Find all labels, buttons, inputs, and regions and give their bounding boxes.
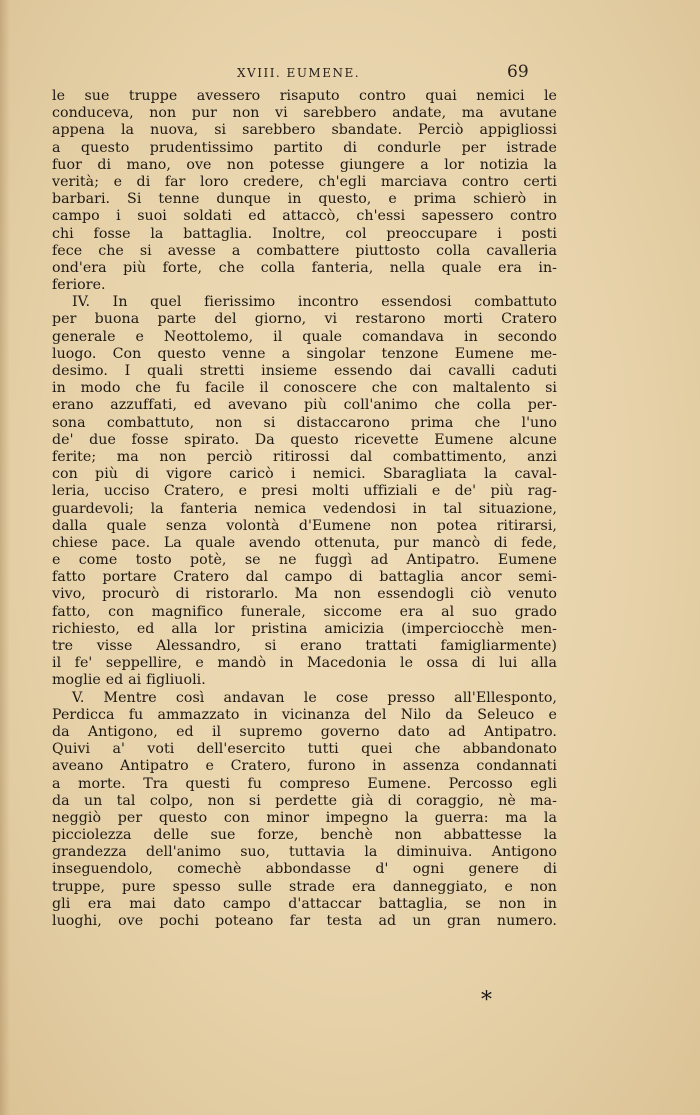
text-line: fuor di mano, ove non potesse giungere a lor notizia la [52,156,557,173]
text-line: ond'era più forte, che colla fanteria, nella quale era in- [52,259,557,276]
text-line: le sue truppe avessero risaputo contro quai nemici le [52,88,557,104]
text-line: erano azzuffati, ed avevano più coll'animo che colla per- [52,397,557,414]
text-line: picciolezza delle sue forze, benchè non abbattesse la [52,827,557,844]
text-line: conduceva, non pur non vi sarebbero andate, ma avutane [52,105,557,122]
text-line: per buona parte del giorno, vi restarono morti Cratero [52,311,557,328]
text-line: dalla quale senza volontà d'Eumene non potea ritirarsi, [52,517,557,534]
text-line: fece che si avesse a combattere piuttosto colla cavalleria [52,242,557,259]
page-header [0,62,700,86]
section-start-line: V. Mentre così andavan le cose presso all'Ellesponto, [72,689,557,706]
text-line: sona combattuto, non si distaccarono prima che l'uno [52,414,557,431]
text-line: chi fosse la battaglia. Inoltre, col preoccupare i posti [52,225,557,242]
text-line: guardevoli; la fanteria nemica vedendosi in tal situazione, [52,500,557,517]
text-line: Perdicca fu ammazzato in vicinanza del Nilo da Seleuco e [52,706,557,723]
text-line: luoghi, ove pochi poteano far testa ad un gran numero. [52,913,557,929]
text-line: verità; e di far loro credere, ch'egli marciava contro certi [52,173,557,190]
running-head: XVIII. EUMENE. [237,66,361,80]
text-line: il fe' seppellire, e mandò in Macedonia le ossa di lui alla [52,655,557,672]
text-line: a questo prudentissimo partito di condurle per istrade [52,139,557,156]
text-line: da Antigono, ed il supremo governo dato ad Antipatro. [52,723,557,740]
text-line: a morte. Tra questi fu compreso Eumene. Percosso egli [52,775,557,792]
text-line: Quivi a' voti dell'esercito tutti quei che abbandonato [52,741,557,758]
text-line: appena la nuova, si sarebbero sbandate. Perciò appigliossi [52,122,557,139]
text-line: moglie ed ai figliuoli. [52,672,206,689]
text-line: tre visse Alessandro, si erano trattati famigliarmente) [52,638,557,654]
text-line: grandezza dell'animo suo, tuttavia la diminuiva. Antigono [52,844,557,861]
text-line: feriore. [52,277,106,294]
page-number: 69 [507,62,529,82]
text-line: de' due fosse spirato. Da questo ricevette Eumene alcune [52,431,557,448]
text-line: neggiò per questo con minor impegno la guerra: ma la [52,809,557,826]
text-line: con più di vigore caricò i nemici. Sbaragliata la caval- [52,466,557,483]
text-line: fatto portare Cratero dal campo di battaglia ancor semi- [52,569,557,586]
asterisk-ornament: * [481,988,492,1013]
text-line: ferite; ma non perciò ritirossi dal combattimento, anzi [52,448,557,465]
section-start-line: IV. In quel fierissimo incontro essendosi combattuto [72,294,557,311]
text-line: luogo. Con questo venne a singolar tenzone Eumene me- [52,345,557,362]
text-line: inseguendolo, comechè abbondasse d' ogni genere di [52,861,557,878]
text-line: e come tosto potè, se ne fuggì ad Antipatro. Eumene [52,552,557,569]
text-line: desimo. I quali stretti insieme essendo dai cavalli caduti [52,363,557,379]
text-line: campo i suoi soldati ed attaccò, ch'essi sapessero contro [52,208,557,225]
text-line: chiese pace. La quale avendo ottenuta, pur mancò di fede, [52,534,557,551]
text-line: barbari. Si tenne dunque in questo, e prima schierò in [52,191,557,208]
text-line: in modo che fu facile il conoscere che con maltalento si [52,380,557,397]
body-text [52,88,557,930]
text-line: gli era mai dato campo d'attaccar battaglia, se non in [52,895,557,912]
text-line: da un tal colpo, non si perdette già di coraggio, nè ma- [52,792,557,809]
text-line: fatto, con magnifico funerale, siccome era al suo grado [52,603,557,620]
text-line: truppe, pure spesso sulle strade era danneggiato, e non [52,878,557,895]
text-line: richiesto, ed alla lor pristina amicizia (imperciocchè men- [52,620,557,637]
text-line: vivo, procurò di ristorarlo. Ma non essendogli ciò venuto [52,586,557,603]
text-line: aveano Antipatro e Cratero, furono in assenza condannati [52,758,557,775]
text-line: generale e Neottolemo, il quale comandava in secondo [52,328,557,345]
page-edge-shadow [0,0,10,1115]
text-line: leria, ucciso Cratero, e presi molti uffiziali e de' più rag- [52,483,557,500]
